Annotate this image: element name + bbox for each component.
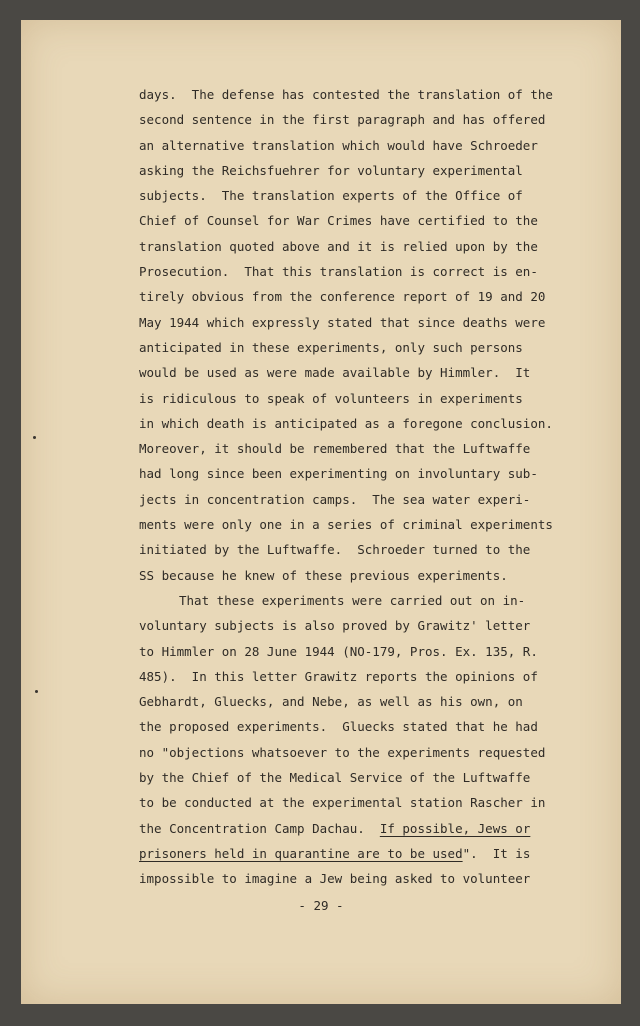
text-line: jects in concentration camps. The sea water experi- bbox=[139, 491, 531, 507]
text-line: by the Chief of the Medical Service of the Luftwaffe bbox=[139, 770, 531, 786]
underlined-text: prisoners held in quarantine are to be used bbox=[139, 845, 463, 861]
text-line: to be conducted at the experimental station Rascher in bbox=[139, 795, 546, 811]
text-line: had long since been experimenting on involuntary sub- bbox=[139, 466, 538, 482]
text-line-with-underline bbox=[139, 816, 579, 841]
text-line: voluntary subjects is also proved by Grawitz' letter bbox=[139, 618, 531, 634]
text-line: Moreover, it should be remembered that the Luftwaffe bbox=[139, 441, 531, 457]
document-page bbox=[21, 20, 621, 1004]
text-line: tirely obvious from the conference report of 19 and 20 bbox=[139, 289, 546, 305]
text-line: impossible to imagine a Jew being asked to volunteer bbox=[139, 871, 531, 887]
text-line-with-underline bbox=[139, 841, 579, 866]
text-line: subjects. The translation experts of the Office of bbox=[139, 188, 523, 204]
text-segment: ". It is bbox=[462, 845, 531, 861]
text-line: to Himmler on 28 June 1944 (NO-179, Pros. Ex. 135, R. bbox=[139, 643, 538, 659]
paragraph-start-line: That these experiments were carried out on in- bbox=[179, 592, 526, 608]
text-line: would be used as were made available by Himmler. It bbox=[139, 365, 531, 381]
text-line: translation quoted above and it is relied upon by the bbox=[139, 238, 538, 254]
text-line: Prosecution. That this translation is correct is en- bbox=[139, 264, 538, 280]
text-line: no "objections whatsoever to the experiments requested bbox=[139, 744, 546, 760]
underlined-text: If possible, Jews or bbox=[379, 820, 531, 836]
page-number: - 29 - bbox=[298, 898, 344, 913]
text-line: asking the Reichsfuehrer for voluntary experimental bbox=[139, 162, 523, 178]
text-line: is ridiculous to speak of volunteers in experiments bbox=[139, 390, 523, 406]
text-line: an alternative translation which would have Schroeder bbox=[139, 137, 538, 153]
text-line: the proposed experiments. Gluecks stated that he had bbox=[139, 719, 538, 735]
text-line: Chief of Counsel for War Crimes have certified to the bbox=[139, 213, 538, 229]
text-line: in which death is anticipated as a foregone conclusion. bbox=[139, 415, 553, 431]
ink-speck bbox=[35, 690, 38, 693]
document-body bbox=[139, 82, 579, 892]
text-line: anticipated in these experiments, only such persons bbox=[139, 339, 523, 355]
ink-speck bbox=[33, 436, 36, 439]
text-line: initiated by the Luftwaffe. Schroeder turned to the bbox=[139, 542, 531, 558]
text-line: ments were only one in a series of criminal experiments bbox=[139, 517, 553, 533]
text-line: second sentence in the first paragraph and has offered bbox=[139, 112, 546, 128]
text-line: 485). In this letter Grawitz reports the opinions of bbox=[139, 668, 538, 684]
text-line: SS because he knew of these previous experiments. bbox=[139, 567, 508, 583]
text-line: days. The defense has contested the translation of the bbox=[139, 87, 553, 102]
text-segment: the Concentration Camp Dachau. bbox=[139, 820, 380, 836]
text-line: Gebhardt, Gluecks, and Nebe, as well as his own, on bbox=[139, 694, 523, 710]
text-line: May 1944 which expressly stated that since deaths were bbox=[139, 314, 546, 330]
